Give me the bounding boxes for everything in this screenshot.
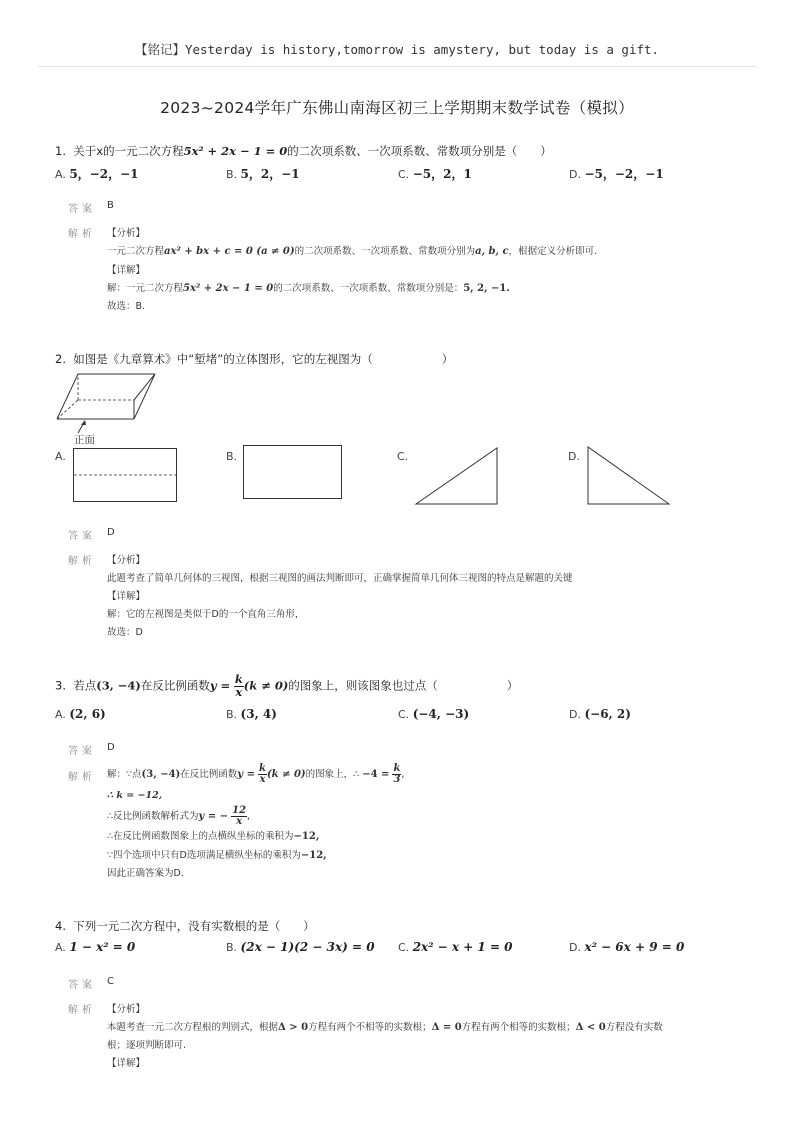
q4-option-c[interactable]: C. 2x² − x + 1 = 0 bbox=[398, 940, 513, 954]
q4-analysis-label: 解析 bbox=[68, 1005, 96, 1016]
q2-sol-line2: 解：它的左视图是类似于D的一个直角三角形， bbox=[107, 609, 305, 620]
q1-option-b[interactable]: B. 5，2，−1 bbox=[226, 167, 300, 181]
q2-sol-line1: 此题考查了简单几何体的三视图，根据三视图的画法判断即可，正确掌握简单几何体三视图的特点是解题的关键 bbox=[107, 573, 573, 584]
q1-option-a[interactable]: A. 5，−2，−1 bbox=[55, 167, 139, 181]
q3-sol-line5: ∵四个选项中只有D选项满足横纵坐标的乘积为−12, bbox=[107, 850, 327, 861]
q2-option-b-key[interactable]: B. bbox=[226, 450, 238, 463]
q4-option-b[interactable]: B. (2x − 1)(2 − 3x) = 0 bbox=[226, 940, 375, 954]
q4-sol-line2: 根；逐项判断即可. bbox=[107, 1040, 187, 1051]
q3-answer: D bbox=[107, 742, 115, 753]
q3-analysis-label: 解析 bbox=[68, 772, 96, 783]
q2-option-c-figure[interactable] bbox=[415, 447, 500, 507]
question-1-stem: 1. 关于x的一元二次方程5x² + 2x − 1 = 0的二次项系数、一次项系数、常数项分别是（ ） bbox=[55, 144, 552, 158]
q3-answer-label: 答案 bbox=[68, 746, 96, 757]
q1-analysis-label: 解析 bbox=[68, 229, 96, 240]
q4-option-a[interactable]: A. 1 − x² = 0 bbox=[55, 940, 136, 954]
q4-answer-label: 答案 bbox=[68, 980, 96, 991]
q2-option-a-figure[interactable] bbox=[73, 448, 178, 504]
q3-sol-line6: 因此正确答案为D. bbox=[107, 868, 184, 879]
page-title: 2023~2024学年广东佛山南海区初三上学期期末数学试卷（模拟） bbox=[160, 99, 634, 117]
q2-option-b-figure[interactable] bbox=[243, 445, 343, 501]
q3-option-c[interactable]: C. (−4, −3) bbox=[398, 707, 470, 721]
q1-option-c[interactable]: C. −5，2，1 bbox=[398, 167, 472, 181]
q1-answer: B bbox=[107, 200, 114, 211]
question-3-stem: 3. 若点(3, −4)在反比例函数y = $\frac{k}{x}$ (k ≠ 0)的图象上，则该图象也过点（ ） bbox=[55, 672, 519, 699]
q4-sol-h1: 【分析】 bbox=[107, 1004, 146, 1015]
q2-option-d-key[interactable]: D. bbox=[568, 450, 580, 463]
q4-answer: C bbox=[107, 976, 114, 987]
q3-sol-line3: ∴反比例函数解析式为y = − $\frac{12}{x}$ , bbox=[107, 805, 251, 827]
q1-option-d[interactable]: D. −5，−2，−1 bbox=[569, 167, 664, 181]
q1-sol-line2: 解：一元二次方程5x² + 2x − 1 = 0的二次项系数、一次项系数、常数项分别是：5, 2, −1. bbox=[107, 283, 510, 294]
q4-option-d[interactable]: D. x² − 6x + 9 = 0 bbox=[569, 940, 685, 954]
q3-sol-line1: 解：∵点(3, −4)在反比例函数y = $\frac{k}{x}$ (k ≠ 0)的图象上，∴ −4 = $\frac{k}{3}$ , bbox=[107, 763, 405, 785]
q1-sol-line3: 故选：B. bbox=[107, 301, 146, 312]
q3-option-d[interactable]: D. (−6, 2) bbox=[569, 707, 631, 721]
q2-option-a-key[interactable]: A. bbox=[55, 450, 66, 463]
motto: 【铭记】Yesterday is history,tomorrow is amystery, but today is a gift. bbox=[134, 42, 660, 57]
q1-sol-h2: 【详解】 bbox=[107, 265, 146, 276]
header-divider bbox=[38, 66, 756, 67]
front-label: 正面 bbox=[74, 434, 95, 446]
q2-sol-line3: 故选：D bbox=[107, 627, 143, 638]
q2-answer-label: 答案 bbox=[68, 531, 96, 542]
q4-sol-line1: 本题考查一元二次方程根的判别式，根据Δ > 0方程有两个不相等的实数根；Δ = 0方程有两个相等的实数根；Δ < 0方程没有实数 bbox=[107, 1022, 663, 1033]
q2-answer: D bbox=[107, 527, 115, 538]
q3-sol-line4: ∴在反比例函数图象上的点横纵坐标的乘积为−12, bbox=[107, 831, 320, 842]
q2-option-d-figure[interactable] bbox=[587, 446, 672, 506]
q2-option-c-key[interactable]: C. bbox=[397, 450, 409, 463]
q3-option-a[interactable]: A. (2, 6) bbox=[55, 707, 106, 721]
q3-option-b[interactable]: B. (3, 4) bbox=[226, 707, 277, 721]
q3-sol-line2: ∴ k = −12, bbox=[107, 790, 162, 801]
q1-sol-line1: 一元二次方程ax² + bx + c = 0 (a ≠ 0)的二次项系数、一次项系数、常数项分别为a, b, c，根据定义分析即可. bbox=[107, 246, 598, 257]
question-2-stem: 2. 如图是《九章算术》中“堑堵”的立体图形，它的左视图为（ ） bbox=[55, 352, 454, 366]
q1-sol-h1: 【分析】 bbox=[107, 228, 146, 239]
q1-answer-label: 答案 bbox=[68, 204, 96, 215]
qiandu-figure bbox=[50, 372, 150, 442]
question-4-stem: 4. 下列一元二次方程中，没有实数根的是（ ） bbox=[55, 919, 315, 933]
q4-sol-h2: 【详解】 bbox=[107, 1058, 146, 1069]
q2-analysis-label: 解析 bbox=[68, 556, 96, 567]
q2-sol-h2: 【详解】 bbox=[107, 591, 146, 602]
q2-sol-h1: 【分析】 bbox=[107, 555, 146, 566]
q3-stem-fraction: $\frac{k}{x}$ bbox=[234, 672, 243, 699]
